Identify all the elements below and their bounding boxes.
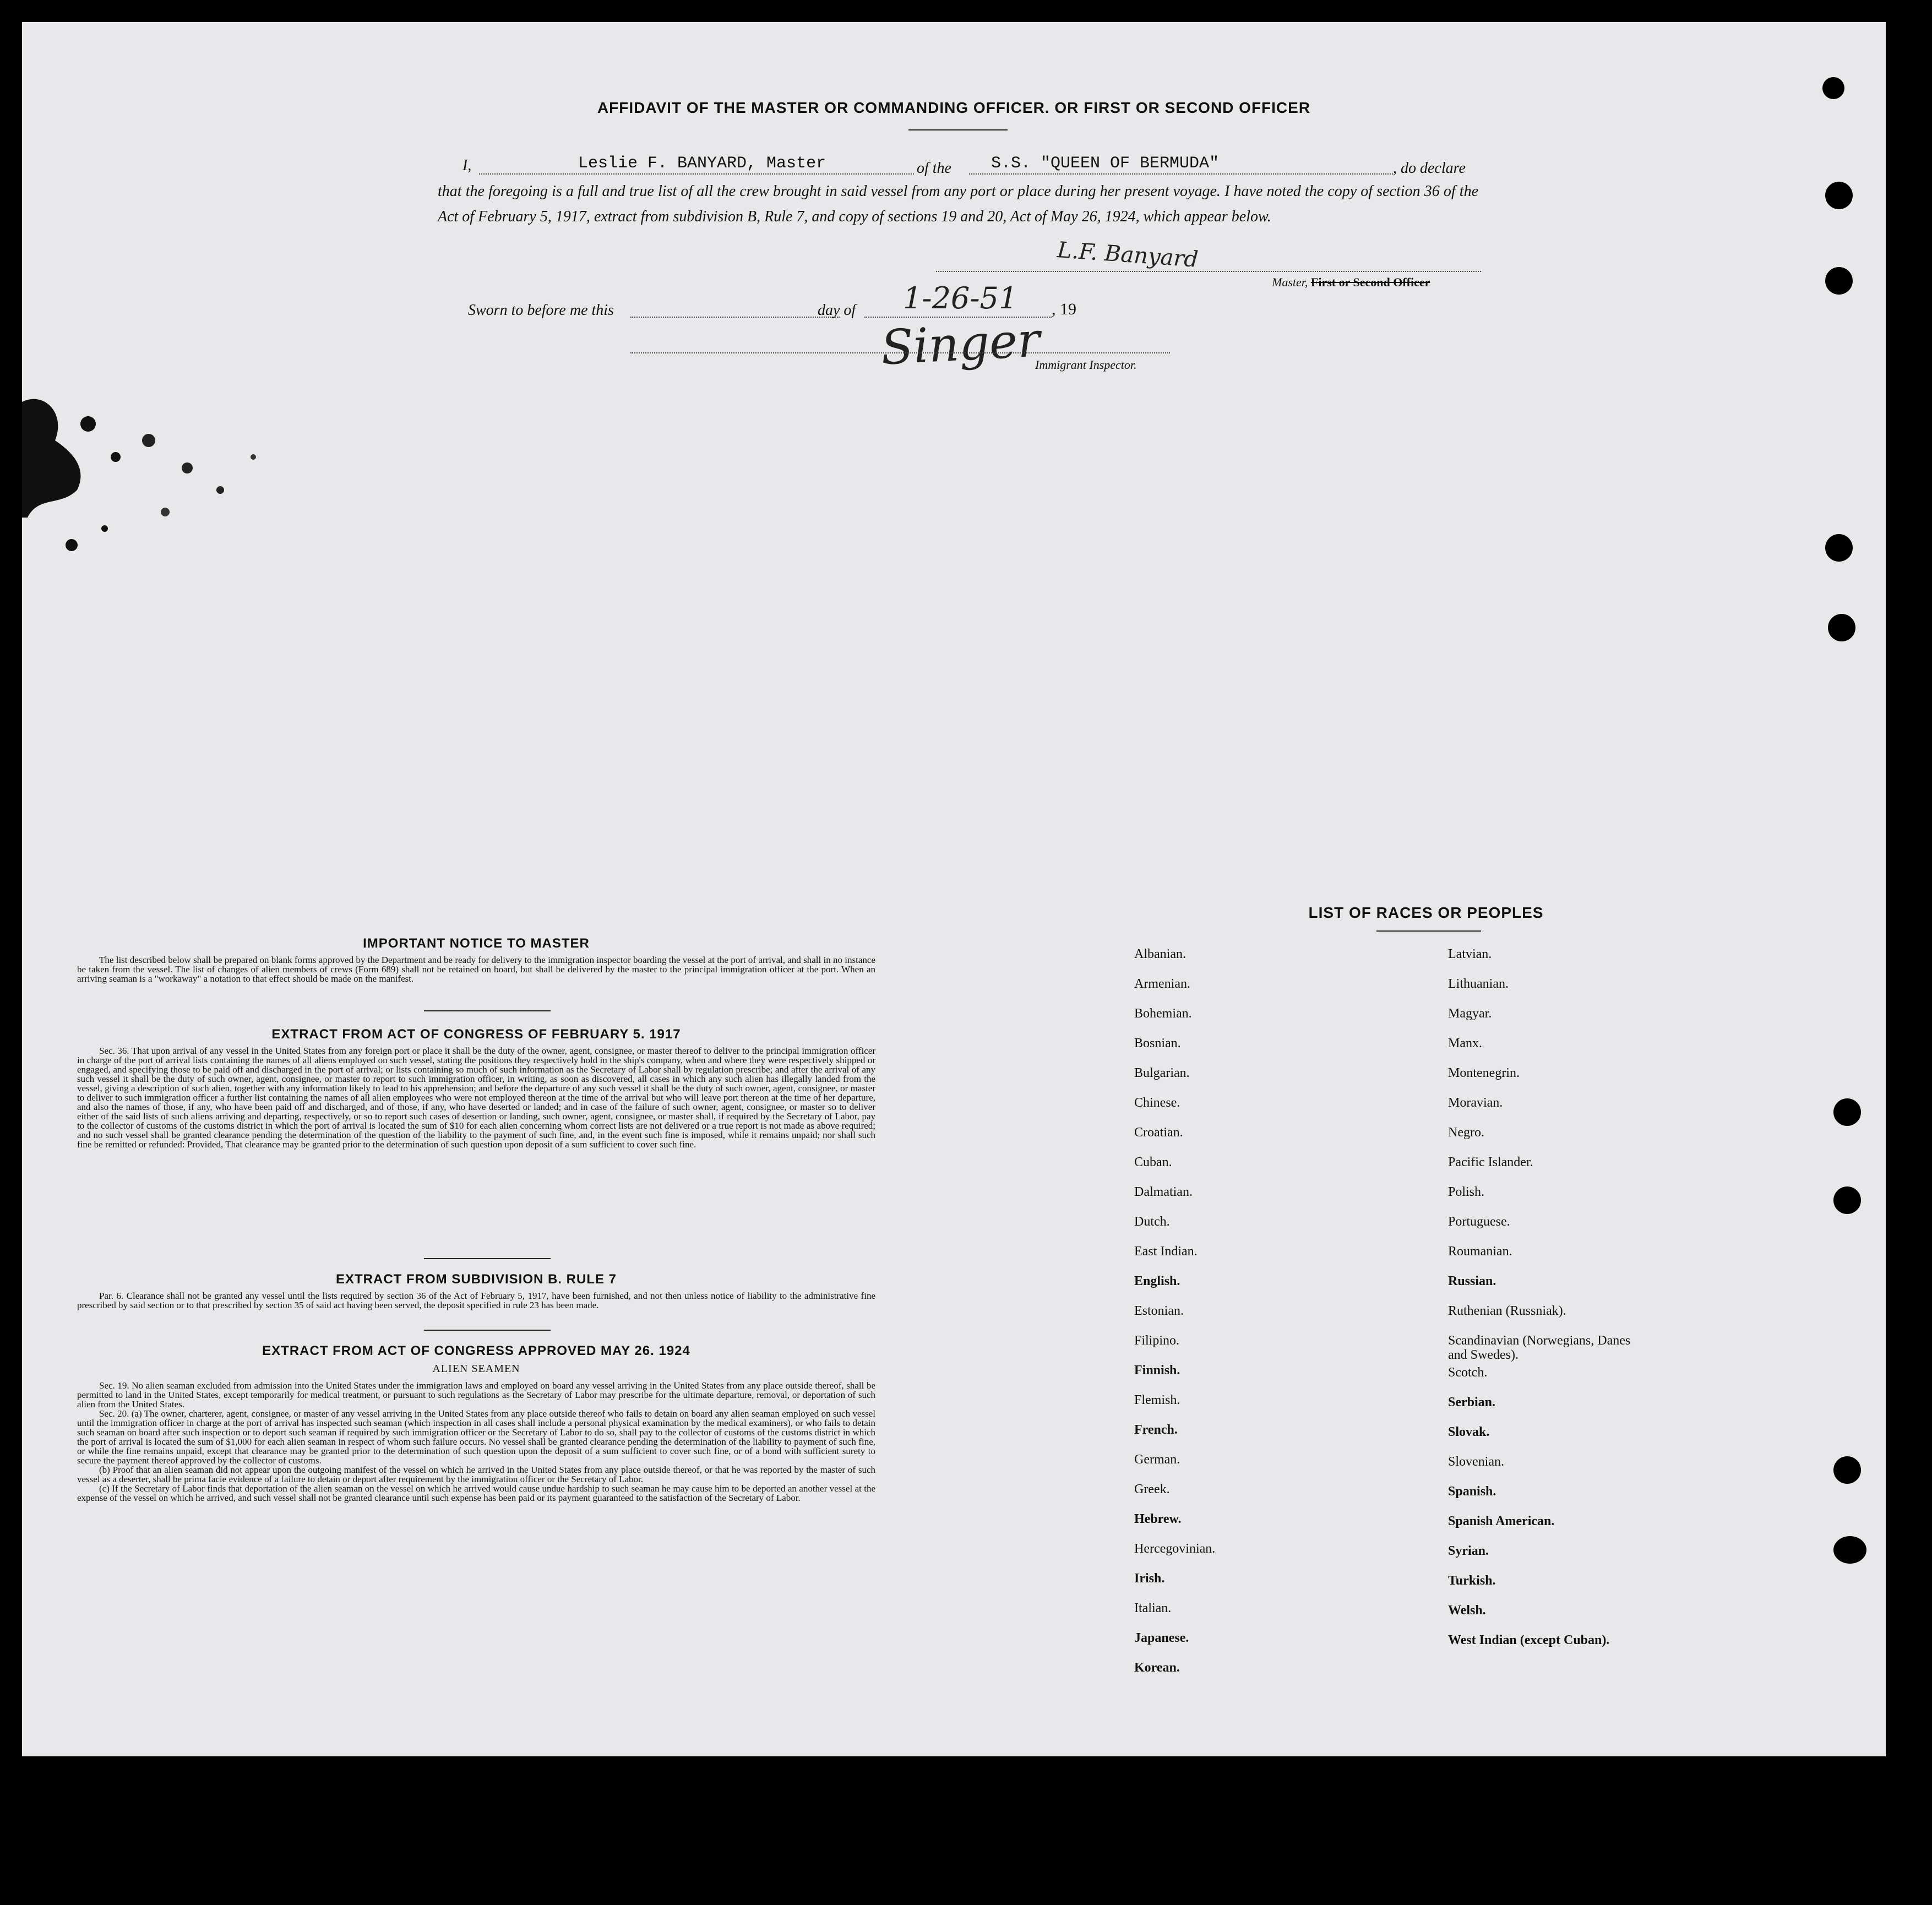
vessel-line: [969, 173, 1393, 175]
race-item: Dutch.: [1134, 1215, 1170, 1229]
binder-hole: [1833, 1456, 1861, 1484]
sworn-label: Sworn to before me this: [468, 302, 614, 319]
race-item: Portuguese.: [1448, 1215, 1510, 1229]
inspector-signature: Singer: [879, 312, 1042, 376]
race-item: Flemish.: [1134, 1393, 1180, 1407]
race-item: Moravian.: [1448, 1096, 1503, 1110]
race-item: English.: [1134, 1274, 1180, 1288]
signature-line: [936, 271, 1481, 272]
vessel-name: S.S. "QUEEN OF BERMUDA": [991, 154, 1220, 173]
races-divider: [1376, 930, 1481, 932]
name-line: [479, 173, 914, 175]
signer-title: [1272, 275, 1430, 290]
binder-hole: [1825, 182, 1853, 209]
extract-1917-heading: EXTRACT FROM ACT OF CONGRESS OF FEBRUARY 5. 1917: [271, 1027, 681, 1042]
extract-1924-text: [77, 1381, 875, 1503]
race-item: Chinese.: [1134, 1096, 1180, 1110]
race-item: Bosnian.: [1134, 1036, 1181, 1051]
race-item: Albanian.: [1134, 947, 1186, 961]
binder-hole: [1833, 1536, 1866, 1564]
race-item: Spanish American.: [1448, 1514, 1555, 1528]
extract-1924-subheading: ALIEN SEAMEN: [432, 1363, 520, 1375]
notice-divider: [424, 1010, 551, 1011]
binder-hole: [1833, 1098, 1861, 1126]
race-item: West Indian (except Cuban).: [1448, 1633, 1610, 1647]
race-item: Montenegrin.: [1448, 1066, 1520, 1080]
race-item: Hebrew.: [1134, 1512, 1182, 1526]
race-item: Greek.: [1134, 1482, 1170, 1496]
race-item: Bulgarian.: [1134, 1066, 1190, 1080]
sworn-day-line: [630, 317, 840, 318]
title-divider: [908, 129, 1008, 130]
race-item: Slovak.: [1448, 1425, 1490, 1439]
race-item: Spanish.: [1448, 1484, 1496, 1499]
race-item: Lithuanian.: [1448, 977, 1509, 991]
race-item: Scandinavian (Norwegians, Danes and Swedes).: [1448, 1334, 1631, 1362]
race-item: Latvian.: [1448, 947, 1492, 961]
extract-rule7-heading: EXTRACT FROM SUBDIVISION B. RULE 7: [335, 1272, 617, 1287]
race-item: Hercegovinian.: [1134, 1542, 1216, 1556]
binder-hole: [1825, 534, 1853, 562]
sec-20c-paragraph: (c) If the Secretary of Labor finds that deportation of the alien seaman on the vessel on which he arrived would cause undue hardship to such seaman he may cause him to be deported an another vessel at the expense of the vessel on which he arrived, and such vessel shall not be granted clearance until such expense has been paid or its payment guaranteed to the satisfaction of the Secretary of Labor.: [77, 1483, 875, 1503]
extract-rule7-divider: [424, 1330, 551, 1331]
master-label: Master,: [1272, 275, 1311, 289]
master-signature: L.F. Banyard: [1056, 237, 1199, 273]
inspector-label: Immigrant Inspector.: [1035, 358, 1137, 372]
extract-rule7-text: [77, 1291, 875, 1310]
binder-hole: [1833, 1186, 1861, 1214]
race-item: Negro.: [1448, 1125, 1484, 1140]
race-item: Roumanian.: [1448, 1244, 1512, 1259]
notice-heading: IMPORTANT NOTICE TO MASTER: [363, 936, 590, 951]
extract-1917-text: [77, 1046, 875, 1149]
year-label: , 19: [1052, 300, 1076, 318]
race-item: Russian.: [1448, 1274, 1496, 1288]
race-item: Syrian.: [1448, 1544, 1489, 1558]
races-heading: LIST OF RACES OR PEOPLES: [1308, 904, 1544, 921]
binder-hole: [1828, 614, 1855, 641]
declaration-text: that the foregoing is a full and true list of all the crew brought in said vessel from any port or place during her present voyage. I have noted the copy of section 36 of the Act of February 5, 1917, extract from subdivision B, Rule 7, and copy of sections 19 and 20, Act of May 26, 1924, which appear below.: [438, 183, 1478, 225]
race-item: Manx.: [1448, 1036, 1482, 1051]
race-item: Italian.: [1134, 1601, 1172, 1615]
sec-20b-paragraph: (b) Proof that an alien seaman did not appear upon the outgoing manifest of the vessel on which he arrived in the United States from any place outside thereof, or that he was reported by the master of such vessel as a deserter, shall be prima facie evidence of a failure to detain or deport after requirement by the immigration officer or the Secretary of Labor.: [77, 1465, 875, 1484]
sec-19-paragraph: Sec. 19. No alien seaman excluded from admission into the United States under the immigration laws and employed on board any vessel arriving in the United States from any place outside thereof, shall be permitted to land in the United States, except temporarily for medical treatment, or pursuant to such regulations as the Secretary of Labor may prescribe for the ultimate departure, removal, or deportation of such alien from the United States.: [77, 1380, 875, 1409]
race-item: German.: [1134, 1452, 1180, 1467]
race-item: Finnish.: [1134, 1363, 1180, 1378]
race-item: Polish.: [1448, 1185, 1485, 1199]
race-item: Scotch.: [1448, 1365, 1488, 1380]
race-item: Pacific Islander.: [1448, 1155, 1533, 1169]
master-name: Leslie F. BANYARD, Master: [578, 154, 826, 173]
race-item: Magyar.: [1448, 1006, 1492, 1021]
struck-officer-label: First or Second Officer: [1310, 275, 1430, 289]
extract-1917-divider: [424, 1258, 551, 1259]
extract-rule7-paragraph: Par. 6. Clearance shall not be granted any vessel until the lists required by section 36 of the Act of February 5, 1917, have been furnished, and not then unless notice of liability to the administrative fine prescribed by said section or to that prescribed by section 35 of said act having been served, the deposit specified in rule 23 has been made.: [77, 1291, 875, 1310]
inspector-line: [630, 352, 1170, 353]
race-item: Cuban.: [1134, 1155, 1172, 1169]
race-item: Irish.: [1134, 1571, 1165, 1586]
extract-1924-heading: EXTRACT FROM ACT OF CONGRESS APPROVED MAY 26. 1924: [262, 1343, 690, 1358]
race-item: East Indian.: [1134, 1244, 1198, 1259]
sworn-date: 1-26-51: [903, 281, 1018, 315]
race-item: Japanese.: [1134, 1631, 1189, 1645]
of-the-label: of the: [917, 160, 951, 177]
binder-hole: [1825, 267, 1853, 295]
day-of-label: day of: [818, 302, 856, 319]
race-item: Croatian.: [1134, 1125, 1183, 1140]
ink-stain: [22, 380, 308, 589]
race-item: Slovenian.: [1448, 1455, 1504, 1469]
extract-1917-paragraph: Sec. 36. That upon arrival of any vessel in the United States from any foreign port or place it shall be the duty of the owner, agent, consignee, or master thereof to deliver to the principal immigration officer in charge of the port of arrival lists containing the names of all aliens employed on such vessel, stating the positions they respectively hold in the ship's company, when and where they were respectively shipped or engaged, and specifying those to be paid off and discharged in the port of arrival; or lists containing so much of such information as the Secretary of Labor shall by regulation prescribe; and after the arrival of any such vessel it shall be the duty of such owner, agent, consignee, or master to report to such immigration officer, in writing, as soon as discovered, all cases in which any such alien has illegally landed from the vessel, giving a description of such alien, together with any information likely to lead to his apprehension; and before the departure of any such vessel it shall be the duty of such owner, agent, consignee, or master to deliver to such immigration officer a further list containing the names of all alien employees who were not employed thereon at the time of the arrival but who will leave port thereon at the time of her departure, and also the names of those, if any, who have been paid off and discharged, and of those, if any, who have deserted or landed; and in case of the failure of such owner, agent, consignee, or master so to deliver either of the said lists of such aliens arriving and departing, respectively, or so to report such cases of desertion or landing, such owner, agent, consignee, or master shall, if required by the Secretary of Labor, pay to the collector of customs of the customs district in which the port of arrival is located the sum of $10 for each alien concerning whom correct lists are not delivered or a true report is not made as above required; and no such vessel shall be granted clearance pending the determination of the question of the liability to the payment of such fine, and, in the event such fine is imposed, while it remains unpaid; nor shall such fine be remitted or refunded: Provided, That clearance may be granted prior to the determination of such question upon deposit of a sum sufficient to cover such fine.: [77, 1046, 875, 1150]
i-label: I,: [462, 157, 472, 174]
race-item: Filipino.: [1134, 1334, 1180, 1348]
race-item: Serbian.: [1448, 1395, 1496, 1409]
race-item: Armenian.: [1134, 977, 1190, 991]
race-item: Ruthenian (Russniak).: [1448, 1304, 1566, 1318]
binder-hole: [1822, 77, 1844, 99]
sec-20a-paragraph: Sec. 20. (a) The owner, charterer, agent, consignee, or master of any vessel arriving in the United States from any place outside thereof who fails to detain on board any alien seaman employed on such vessel until the immigration officer in charge at the port of arrival has inspected such seaman (which inspection in all cases shall include a personal physical examination by the medical examiners), or who fails to detain such seaman on board after such inspection or to deport such seaman if required by such immigration officer or the Secretary of Labor to do so, shall pay to the collector of customs of the customs district in which the port of arrival is located the sum of $1,000 for each alien seaman in respect of whom such failure occurs. No vessel shall be granted clearance pending the determination of the liability to payment of such fine, or while the fine remains unpaid, except that clearance may be granted prior to the determination of such question upon the deposit of a sum sufficient to cover such fine, or of a bond with sufficient surety to secure the payment thereof approved by the collector of customs.: [77, 1408, 875, 1466]
race-item: French.: [1134, 1423, 1178, 1437]
race-item: Bohemian.: [1134, 1006, 1192, 1021]
do-declare-label: , do declare: [1393, 160, 1466, 177]
notice-text: [77, 955, 875, 983]
notice-paragraph: The list described below shall be prepared on blank forms approved by the Department and be ready for delivery to the immigration inspector boarding the vessel at the port of arrival, and shall in no instance be taken from the vessel. The list of changes of alien members of crews (Form 689) shall not be retained on board, but shall be delivered by the master to the principal immigration officer at the port. When an arriving seaman is a "workaway" a notation to that effect should be made on the manifest.: [77, 955, 875, 984]
race-item: Welsh.: [1448, 1603, 1486, 1618]
affidavit-title: AFFIDAVIT OF THE MASTER OR COMMANDING OFFICER. OR FIRST OR SECOND OFFICER: [597, 99, 1311, 116]
manifest-page: [22, 22, 1886, 1756]
race-item: Korean.: [1134, 1661, 1180, 1675]
race-item: Turkish.: [1448, 1574, 1496, 1588]
race-item: Estonian.: [1134, 1304, 1184, 1318]
race-item: Dalmatian.: [1134, 1185, 1193, 1199]
